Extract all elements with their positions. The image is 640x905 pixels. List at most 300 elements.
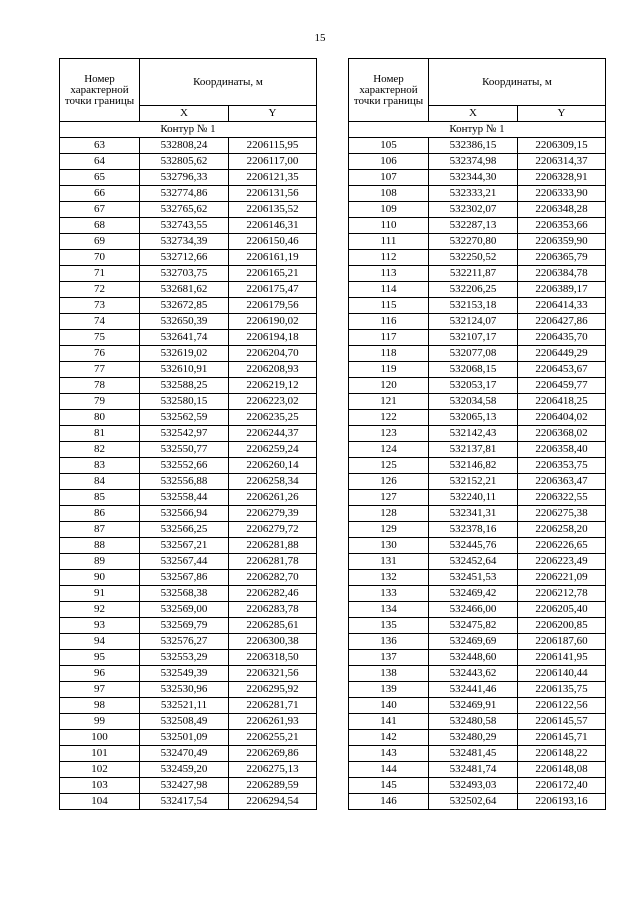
point-number-cell: 146 (349, 794, 429, 810)
point-number-cell: 81 (60, 426, 140, 442)
y-coordinate-cell: 2206384,78 (518, 266, 606, 282)
x-coordinate-cell: 532681,62 (140, 282, 229, 298)
y-coordinate-cell: 2206193,16 (518, 794, 606, 810)
x-coordinate-cell: 532566,25 (140, 522, 229, 538)
table-row (349, 570, 606, 586)
point-number-cell: 100 (60, 730, 140, 746)
y-coordinate-cell: 2206368,02 (518, 426, 606, 442)
point-number-cell: 110 (349, 218, 429, 234)
point-number-cell: 140 (349, 698, 429, 714)
header-x: X (429, 106, 518, 122)
table-row (60, 314, 317, 330)
table-row (349, 138, 606, 154)
point-number-cell: 71 (60, 266, 140, 282)
table-row (60, 586, 317, 602)
point-number-cell: 95 (60, 650, 140, 666)
x-coordinate-cell: 532567,21 (140, 538, 229, 554)
y-coordinate-cell: 2206204,70 (229, 346, 317, 362)
x-coordinate-cell: 532211,87 (429, 266, 518, 282)
y-coordinate-cell: 2206258,20 (518, 522, 606, 538)
x-coordinate-cell: 532650,39 (140, 314, 229, 330)
x-coordinate-cell: 532137,81 (429, 442, 518, 458)
point-number-cell: 96 (60, 666, 140, 682)
point-number-cell: 116 (349, 314, 429, 330)
point-number-cell: 135 (349, 618, 429, 634)
x-coordinate-cell: 532566,94 (140, 506, 229, 522)
x-coordinate-cell: 532703,75 (140, 266, 229, 282)
header-coordinates: Координаты, м (429, 59, 606, 106)
x-coordinate-cell: 532452,64 (429, 554, 518, 570)
x-coordinate-cell: 532550,77 (140, 442, 229, 458)
y-coordinate-cell: 2206212,78 (518, 586, 606, 602)
x-coordinate-cell: 532417,54 (140, 794, 229, 810)
table-row (349, 218, 606, 234)
x-coordinate-cell: 532588,25 (140, 378, 229, 394)
point-number-cell: 125 (349, 458, 429, 474)
table-row (349, 522, 606, 538)
x-coordinate-cell: 532378,16 (429, 522, 518, 538)
point-number-cell: 70 (60, 250, 140, 266)
table-row (60, 538, 317, 554)
x-coordinate-cell: 532567,44 (140, 554, 229, 570)
x-coordinate-cell: 532443,62 (429, 666, 518, 682)
y-coordinate-cell: 2206427,86 (518, 314, 606, 330)
y-coordinate-cell: 2206148,22 (518, 746, 606, 762)
table-row (349, 554, 606, 570)
y-coordinate-cell: 2206279,72 (229, 522, 317, 538)
point-number-cell: 94 (60, 634, 140, 650)
x-coordinate-cell: 532576,27 (140, 634, 229, 650)
y-coordinate-cell: 2206226,65 (518, 538, 606, 554)
y-coordinate-cell: 2206244,37 (229, 426, 317, 442)
x-coordinate-cell: 532542,97 (140, 426, 229, 442)
x-coordinate-cell: 532493,03 (429, 778, 518, 794)
point-number-cell: 86 (60, 506, 140, 522)
point-number-cell: 76 (60, 346, 140, 362)
contour-label: Контур № 1 (60, 122, 317, 138)
y-coordinate-cell: 2206322,55 (518, 490, 606, 506)
y-coordinate-cell: 2206140,44 (518, 666, 606, 682)
x-coordinate-cell: 532508,49 (140, 714, 229, 730)
y-coordinate-cell: 2206353,75 (518, 458, 606, 474)
point-number-cell: 75 (60, 330, 140, 346)
table-row (349, 154, 606, 170)
x-coordinate-cell: 532808,24 (140, 138, 229, 154)
y-coordinate-cell: 2206283,78 (229, 602, 317, 618)
point-number-cell: 91 (60, 586, 140, 602)
point-number-cell: 87 (60, 522, 140, 538)
x-coordinate-cell: 532734,39 (140, 234, 229, 250)
x-coordinate-cell: 532580,15 (140, 394, 229, 410)
table-row (60, 794, 317, 810)
table-body (60, 138, 317, 810)
y-coordinate-cell: 2206282,70 (229, 570, 317, 586)
table-row (60, 186, 317, 202)
x-coordinate-cell: 532481,45 (429, 746, 518, 762)
point-number-cell: 119 (349, 362, 429, 378)
table-row (60, 362, 317, 378)
y-coordinate-cell: 2206328,91 (518, 170, 606, 186)
x-coordinate-cell: 532466,00 (429, 602, 518, 618)
point-number-cell: 82 (60, 442, 140, 458)
x-coordinate-cell: 532124,07 (429, 314, 518, 330)
point-number-cell: 127 (349, 490, 429, 506)
point-number-cell: 72 (60, 282, 140, 298)
table-row (349, 602, 606, 618)
x-coordinate-cell: 532142,43 (429, 426, 518, 442)
x-coordinate-cell: 532712,66 (140, 250, 229, 266)
point-number-cell: 63 (60, 138, 140, 154)
table-row (60, 250, 317, 266)
table-row (60, 394, 317, 410)
point-number-cell: 88 (60, 538, 140, 554)
x-coordinate-cell: 532451,53 (429, 570, 518, 586)
point-number-cell: 134 (349, 602, 429, 618)
table-row (60, 458, 317, 474)
y-coordinate-cell: 2206321,56 (229, 666, 317, 682)
x-coordinate-cell: 532475,82 (429, 618, 518, 634)
y-coordinate-cell: 2206275,13 (229, 762, 317, 778)
point-number-cell: 66 (60, 186, 140, 202)
table-row (60, 618, 317, 634)
y-coordinate-cell: 2206145,57 (518, 714, 606, 730)
coordinates-table-right (348, 58, 606, 810)
y-coordinate-cell: 2206318,50 (229, 650, 317, 666)
x-coordinate-cell: 532250,52 (429, 250, 518, 266)
y-coordinate-cell: 2206146,31 (229, 218, 317, 234)
x-coordinate-cell: 532743,55 (140, 218, 229, 234)
y-coordinate-cell: 2206285,61 (229, 618, 317, 634)
table-row (60, 506, 317, 522)
x-coordinate-cell: 532287,13 (429, 218, 518, 234)
table-row (349, 394, 606, 410)
table-row (60, 522, 317, 538)
point-number-cell: 131 (349, 554, 429, 570)
point-number-cell: 103 (60, 778, 140, 794)
x-coordinate-cell: 532552,66 (140, 458, 229, 474)
x-coordinate-cell: 532501,09 (140, 730, 229, 746)
point-number-cell: 141 (349, 714, 429, 730)
point-number-cell: 145 (349, 778, 429, 794)
y-coordinate-cell: 2206418,25 (518, 394, 606, 410)
x-coordinate-cell: 532344,30 (429, 170, 518, 186)
table-row (60, 602, 317, 618)
y-coordinate-cell: 2206359,90 (518, 234, 606, 250)
x-coordinate-cell: 532549,39 (140, 666, 229, 682)
y-coordinate-cell: 2206150,46 (229, 234, 317, 250)
point-number-cell: 120 (349, 378, 429, 394)
y-coordinate-cell: 2206145,71 (518, 730, 606, 746)
x-coordinate-cell: 532107,17 (429, 330, 518, 346)
table-row (349, 378, 606, 394)
table-row (60, 298, 317, 314)
y-coordinate-cell: 2206223,49 (518, 554, 606, 570)
table-row (349, 618, 606, 634)
x-coordinate-cell: 532521,11 (140, 698, 229, 714)
table-row (60, 698, 317, 714)
point-number-cell: 130 (349, 538, 429, 554)
x-coordinate-cell: 532672,85 (140, 298, 229, 314)
y-coordinate-cell: 2206161,19 (229, 250, 317, 266)
point-number-cell: 92 (60, 602, 140, 618)
y-coordinate-cell: 2206175,47 (229, 282, 317, 298)
point-number-cell: 113 (349, 266, 429, 282)
y-coordinate-cell: 2206260,14 (229, 458, 317, 474)
header-point-number: Номер характерной точки границы (60, 59, 140, 122)
table-row (349, 346, 606, 362)
table-row (349, 746, 606, 762)
x-coordinate-cell: 532034,58 (429, 394, 518, 410)
y-coordinate-cell: 2206122,56 (518, 698, 606, 714)
point-number-cell: 99 (60, 714, 140, 730)
table-row (60, 330, 317, 346)
point-number-cell: 97 (60, 682, 140, 698)
table-row (60, 378, 317, 394)
header-y: Y (518, 106, 606, 122)
y-coordinate-cell: 2206165,21 (229, 266, 317, 282)
point-number-cell: 108 (349, 186, 429, 202)
x-coordinate-cell: 532469,69 (429, 634, 518, 650)
table-row (60, 282, 317, 298)
point-number-cell: 122 (349, 410, 429, 426)
y-coordinate-cell: 2206117,00 (229, 154, 317, 170)
point-number-cell: 112 (349, 250, 429, 266)
point-number-cell: 65 (60, 170, 140, 186)
x-coordinate-cell: 532445,76 (429, 538, 518, 554)
table-row (349, 634, 606, 650)
x-coordinate-cell: 532481,74 (429, 762, 518, 778)
table-row (60, 650, 317, 666)
x-coordinate-cell: 532568,38 (140, 586, 229, 602)
x-coordinate-cell: 532374,98 (429, 154, 518, 170)
x-coordinate-cell: 532567,86 (140, 570, 229, 586)
point-number-cell: 117 (349, 330, 429, 346)
table-row (349, 330, 606, 346)
x-coordinate-cell: 532386,15 (429, 138, 518, 154)
x-coordinate-cell: 532206,25 (429, 282, 518, 298)
x-coordinate-cell: 532569,79 (140, 618, 229, 634)
point-number-cell: 129 (349, 522, 429, 538)
table-row (60, 138, 317, 154)
table-row (349, 250, 606, 266)
table-row (349, 266, 606, 282)
y-coordinate-cell: 2206449,29 (518, 346, 606, 362)
y-coordinate-cell: 2206309,15 (518, 138, 606, 154)
y-coordinate-cell: 2206131,56 (229, 186, 317, 202)
table-row (60, 170, 317, 186)
y-coordinate-cell: 2206261,93 (229, 714, 317, 730)
table-row (60, 266, 317, 282)
x-coordinate-cell: 532053,17 (429, 378, 518, 394)
y-coordinate-cell: 2206194,18 (229, 330, 317, 346)
header-y: Y (229, 106, 317, 122)
x-coordinate-cell: 532153,18 (429, 298, 518, 314)
point-number-cell: 101 (60, 746, 140, 762)
coordinates-table-left (59, 58, 317, 810)
contour-label: Контур № 1 (349, 122, 606, 138)
y-coordinate-cell: 2206179,56 (229, 298, 317, 314)
x-coordinate-cell: 532077,08 (429, 346, 518, 362)
table-row (60, 490, 317, 506)
x-coordinate-cell: 532427,98 (140, 778, 229, 794)
table-row (349, 458, 606, 474)
x-coordinate-cell: 532569,00 (140, 602, 229, 618)
y-coordinate-cell: 2206135,52 (229, 202, 317, 218)
y-coordinate-cell: 2206275,38 (518, 506, 606, 522)
x-coordinate-cell: 532441,46 (429, 682, 518, 698)
x-coordinate-cell: 532558,44 (140, 490, 229, 506)
x-coordinate-cell: 532562,59 (140, 410, 229, 426)
point-number-cell: 111 (349, 234, 429, 250)
x-coordinate-cell: 532556,88 (140, 474, 229, 490)
y-coordinate-cell: 2206223,02 (229, 394, 317, 410)
y-coordinate-cell: 2206353,66 (518, 218, 606, 234)
x-coordinate-cell: 532805,62 (140, 154, 229, 170)
table-row (349, 506, 606, 522)
x-coordinate-cell: 532459,20 (140, 762, 229, 778)
table-row (60, 634, 317, 650)
y-coordinate-cell: 2206205,40 (518, 602, 606, 618)
y-coordinate-cell: 2206453,67 (518, 362, 606, 378)
point-number-cell: 137 (349, 650, 429, 666)
table-row (349, 698, 606, 714)
y-coordinate-cell: 2206200,85 (518, 618, 606, 634)
y-coordinate-cell: 2206348,28 (518, 202, 606, 218)
y-coordinate-cell: 2206281,78 (229, 554, 317, 570)
point-number-cell: 83 (60, 458, 140, 474)
table-row (349, 794, 606, 810)
point-number-cell: 123 (349, 426, 429, 442)
table-row (60, 554, 317, 570)
x-coordinate-cell: 532448,60 (429, 650, 518, 666)
point-number-cell: 78 (60, 378, 140, 394)
point-number-cell: 90 (60, 570, 140, 586)
point-number-cell: 79 (60, 394, 140, 410)
point-number-cell: 142 (349, 730, 429, 746)
point-number-cell: 114 (349, 282, 429, 298)
x-coordinate-cell: 532333,21 (429, 186, 518, 202)
table-row (60, 682, 317, 698)
point-number-cell: 105 (349, 138, 429, 154)
point-number-cell: 109 (349, 202, 429, 218)
table-row (60, 762, 317, 778)
x-coordinate-cell: 532774,86 (140, 186, 229, 202)
y-coordinate-cell: 2206281,71 (229, 698, 317, 714)
table-row (60, 714, 317, 730)
point-number-cell: 139 (349, 682, 429, 698)
point-number-cell: 133 (349, 586, 429, 602)
table-row (349, 426, 606, 442)
table-row (60, 474, 317, 490)
point-number-cell: 124 (349, 442, 429, 458)
header-coordinates: Координаты, м (140, 59, 317, 106)
x-coordinate-cell: 532530,96 (140, 682, 229, 698)
x-coordinate-cell: 532502,64 (429, 794, 518, 810)
y-coordinate-cell: 2206190,02 (229, 314, 317, 330)
y-coordinate-cell: 2206187,60 (518, 634, 606, 650)
y-coordinate-cell: 2206459,77 (518, 378, 606, 394)
y-coordinate-cell: 2206208,93 (229, 362, 317, 378)
y-coordinate-cell: 2206414,33 (518, 298, 606, 314)
y-coordinate-cell: 2206282,46 (229, 586, 317, 602)
table-row (60, 154, 317, 170)
table-row (349, 298, 606, 314)
point-number-cell: 64 (60, 154, 140, 170)
point-number-cell: 89 (60, 554, 140, 570)
table-row (349, 170, 606, 186)
table-row (60, 442, 317, 458)
y-coordinate-cell: 2206289,59 (229, 778, 317, 794)
table-row (349, 730, 606, 746)
table-row (349, 314, 606, 330)
table-row (349, 474, 606, 490)
x-coordinate-cell: 532610,91 (140, 362, 229, 378)
x-coordinate-cell: 532553,29 (140, 650, 229, 666)
y-coordinate-cell: 2206281,88 (229, 538, 317, 554)
y-coordinate-cell: 2206300,38 (229, 634, 317, 650)
point-number-cell: 74 (60, 314, 140, 330)
y-coordinate-cell: 2206258,34 (229, 474, 317, 490)
x-coordinate-cell: 532341,31 (429, 506, 518, 522)
y-coordinate-cell: 2206314,37 (518, 154, 606, 170)
table-row (349, 490, 606, 506)
y-coordinate-cell: 2206404,02 (518, 410, 606, 426)
x-coordinate-cell: 532270,80 (429, 234, 518, 250)
point-number-cell: 80 (60, 410, 140, 426)
x-coordinate-cell: 532796,33 (140, 170, 229, 186)
x-coordinate-cell: 532619,02 (140, 346, 229, 362)
point-number-cell: 132 (349, 570, 429, 586)
table-row (349, 410, 606, 426)
y-coordinate-cell: 2206259,24 (229, 442, 317, 458)
table-row (60, 746, 317, 762)
y-coordinate-cell: 2206148,08 (518, 762, 606, 778)
table-row (349, 362, 606, 378)
table-row (60, 410, 317, 426)
point-number-cell: 143 (349, 746, 429, 762)
y-coordinate-cell: 2206115,95 (229, 138, 317, 154)
table-row (60, 346, 317, 362)
y-coordinate-cell: 2206389,17 (518, 282, 606, 298)
table-body (349, 138, 606, 810)
table-row (349, 442, 606, 458)
table-row (60, 202, 317, 218)
x-coordinate-cell: 532152,21 (429, 474, 518, 490)
table-row (349, 586, 606, 602)
page-number: 15 (314, 32, 326, 44)
table-row (349, 538, 606, 554)
table-row (349, 666, 606, 682)
y-coordinate-cell: 2206172,40 (518, 778, 606, 794)
point-number-cell: 144 (349, 762, 429, 778)
point-number-cell: 98 (60, 698, 140, 714)
x-coordinate-cell: 532240,11 (429, 490, 518, 506)
table-row (60, 570, 317, 586)
x-coordinate-cell: 532469,91 (429, 698, 518, 714)
y-coordinate-cell: 2206365,79 (518, 250, 606, 266)
y-coordinate-cell: 2206279,39 (229, 506, 317, 522)
table-row (349, 234, 606, 250)
table-row (349, 282, 606, 298)
table-row (60, 778, 317, 794)
point-number-cell: 69 (60, 234, 140, 250)
y-coordinate-cell: 2206255,21 (229, 730, 317, 746)
y-coordinate-cell: 2206235,25 (229, 410, 317, 426)
point-number-cell: 136 (349, 634, 429, 650)
x-coordinate-cell: 532470,49 (140, 746, 229, 762)
header-point-number: Номер характерной точки границы (349, 59, 429, 122)
point-number-cell: 84 (60, 474, 140, 490)
